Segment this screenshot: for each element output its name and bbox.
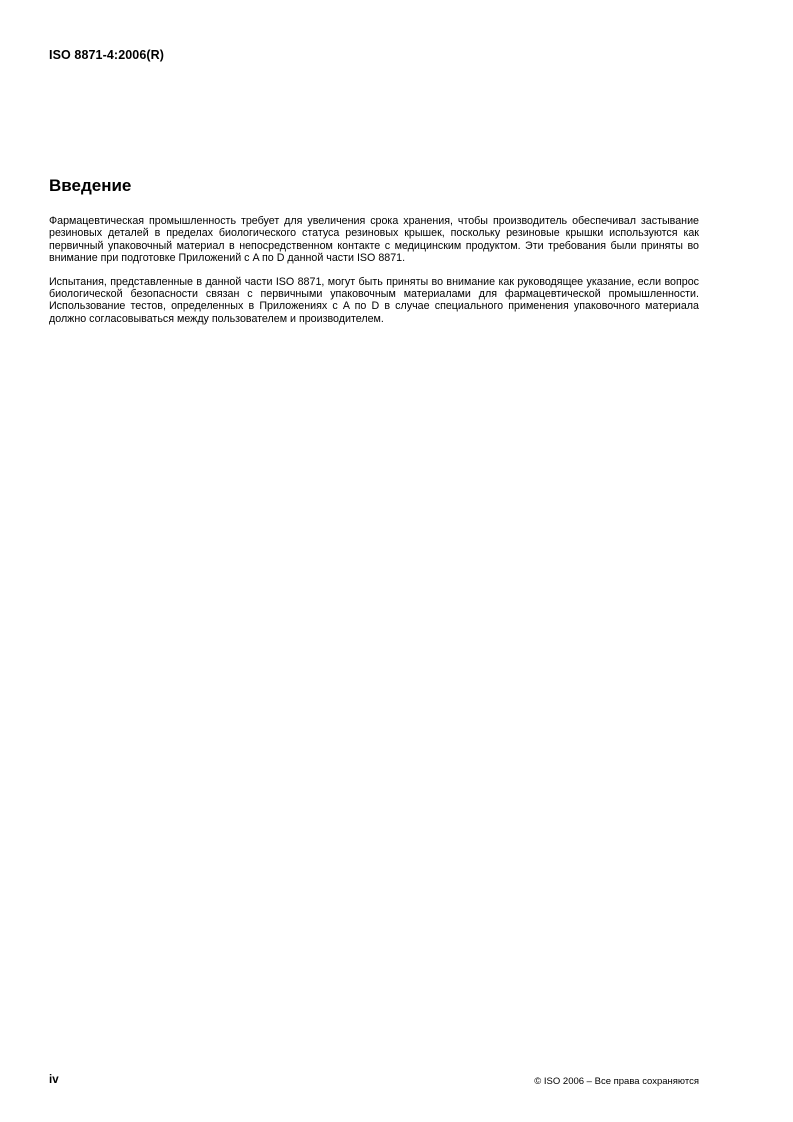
page-number: iv (49, 1074, 59, 1086)
paragraph-2: Испытания, представленные в данной части ISO 8871, могут быть приняты во внимание как руководящее указание, если вопрос биологической безопасности связан с первичными упаковочным материалами для фармацевтической промышленности. Использование тестов, определенных в Приложениях с A по D в случае специального применения упаковочного материала должно согласовываться между пользователем и производителем. (49, 275, 699, 325)
document-id-header: ISO 8871-4:2006(R) (49, 48, 165, 62)
section-title: Введение (49, 176, 132, 195)
section-body (49, 215, 699, 336)
paragraph-1: Фармацевтическая промышленность требует для увеличения срока хранения, чтобы производитель обеспечивал застывание резиновых деталей в пределах биологического статуса резиновых крышек, поскольку резиновые крышки используются как первичный упаковочный материал в непосредственном контакте с медицинским продуктом. Эти требования были приняты во внимание при подготовке Приложений с A по D данной части ISO 8871. (49, 215, 699, 265)
copyright-notice: © ISO 2006 – Все права сохраняются (534, 1076, 699, 1087)
